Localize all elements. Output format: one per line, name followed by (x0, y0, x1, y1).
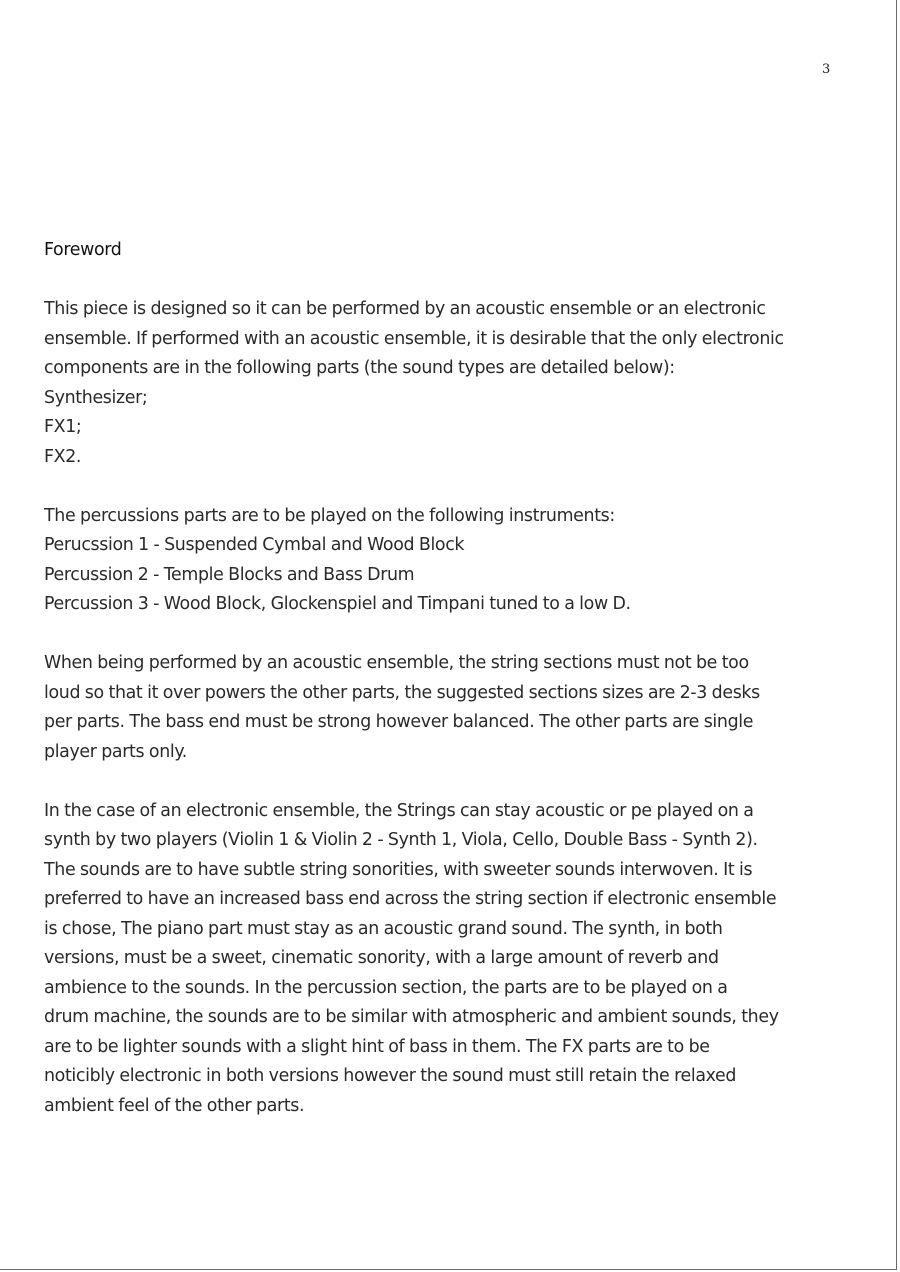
paragraph-acoustic (44, 649, 859, 767)
text-line: are to be lighter sounds with a slight hint of bass in them. The FX parts are to be (44, 1036, 710, 1057)
text-line: This piece is designed so it can be performed by an acoustic ensemble or an electronic (44, 299, 766, 319)
text-line: Percussion 3 - Wood Block, Glockenspiel and Timpani tuned to a low D. (44, 594, 631, 614)
text-line: In the case of an electronic ensemble, the Strings can stay acoustic or pe played on a (44, 800, 754, 821)
section-heading: Foreword (44, 240, 122, 260)
text-line: loud so that it over powers the other parts, the suggested sections sizes are 2-3 desks (44, 682, 760, 703)
spacer (44, 620, 859, 650)
text-line: components are in the following parts (the sound types are detailed below): (44, 358, 675, 378)
text-line: Percussion 2 - Temple Blocks and Bass Drum (44, 564, 415, 585)
text-line: ensemble. If performed with an acoustic ensemble, it is desirable that the only electronic (44, 328, 784, 349)
text-line: noticibly electronic in both versions however the sound must still retain the relaxed (44, 1066, 737, 1086)
text-line: Perucssion 1 - Suspended Cymbal and Wood Block (44, 535, 465, 555)
text-line: When being performed by an acoustic ensemble, the string sections must not be too (44, 653, 749, 673)
text-line: drum machine, the sounds are to be similar with atmospheric and ambient sounds, they (44, 1007, 779, 1027)
document-body (44, 236, 859, 1121)
text-line: versions, must be a sweet, cinematic sonority, with a large amount of reverb and (44, 948, 719, 968)
paragraph-electronic (44, 797, 859, 1122)
spacer (44, 472, 859, 502)
page-number: 3 (822, 62, 831, 77)
paragraph-percussion (44, 502, 859, 620)
text-line: ambient feel of the other parts. (44, 1095, 305, 1116)
spacer (44, 767, 859, 797)
text-line: synth by two players (Violin 1 & Violin 2 - Synth 1, Viola, Cello, Double Bass - Synth 2). (44, 830, 758, 850)
text-line: The percussions parts are to be played on the following instruments: (44, 505, 615, 526)
text-line: preferred to have an increased bass end across the string section if electronic ensemble (44, 889, 777, 909)
spacer (44, 266, 859, 296)
text-line: FX1; (44, 417, 82, 437)
text-line: ambience to the sounds. In the percussion section, the parts are to be played on a (44, 977, 728, 998)
text-line: Synthesizer; (44, 387, 148, 408)
text-line: The sounds are to have subtle string sonorities, with sweeter sounds interwoven. It is (44, 859, 753, 880)
paragraph-intro (44, 295, 859, 472)
text-line: player parts only. (44, 741, 187, 762)
text-line: FX2. (44, 446, 82, 467)
text-line: per parts. The bass end must be strong however balanced. The other parts are single (44, 712, 754, 732)
text-line: is chose, The piano part must stay as an acoustic grand sound. The synth, in both (44, 918, 723, 939)
